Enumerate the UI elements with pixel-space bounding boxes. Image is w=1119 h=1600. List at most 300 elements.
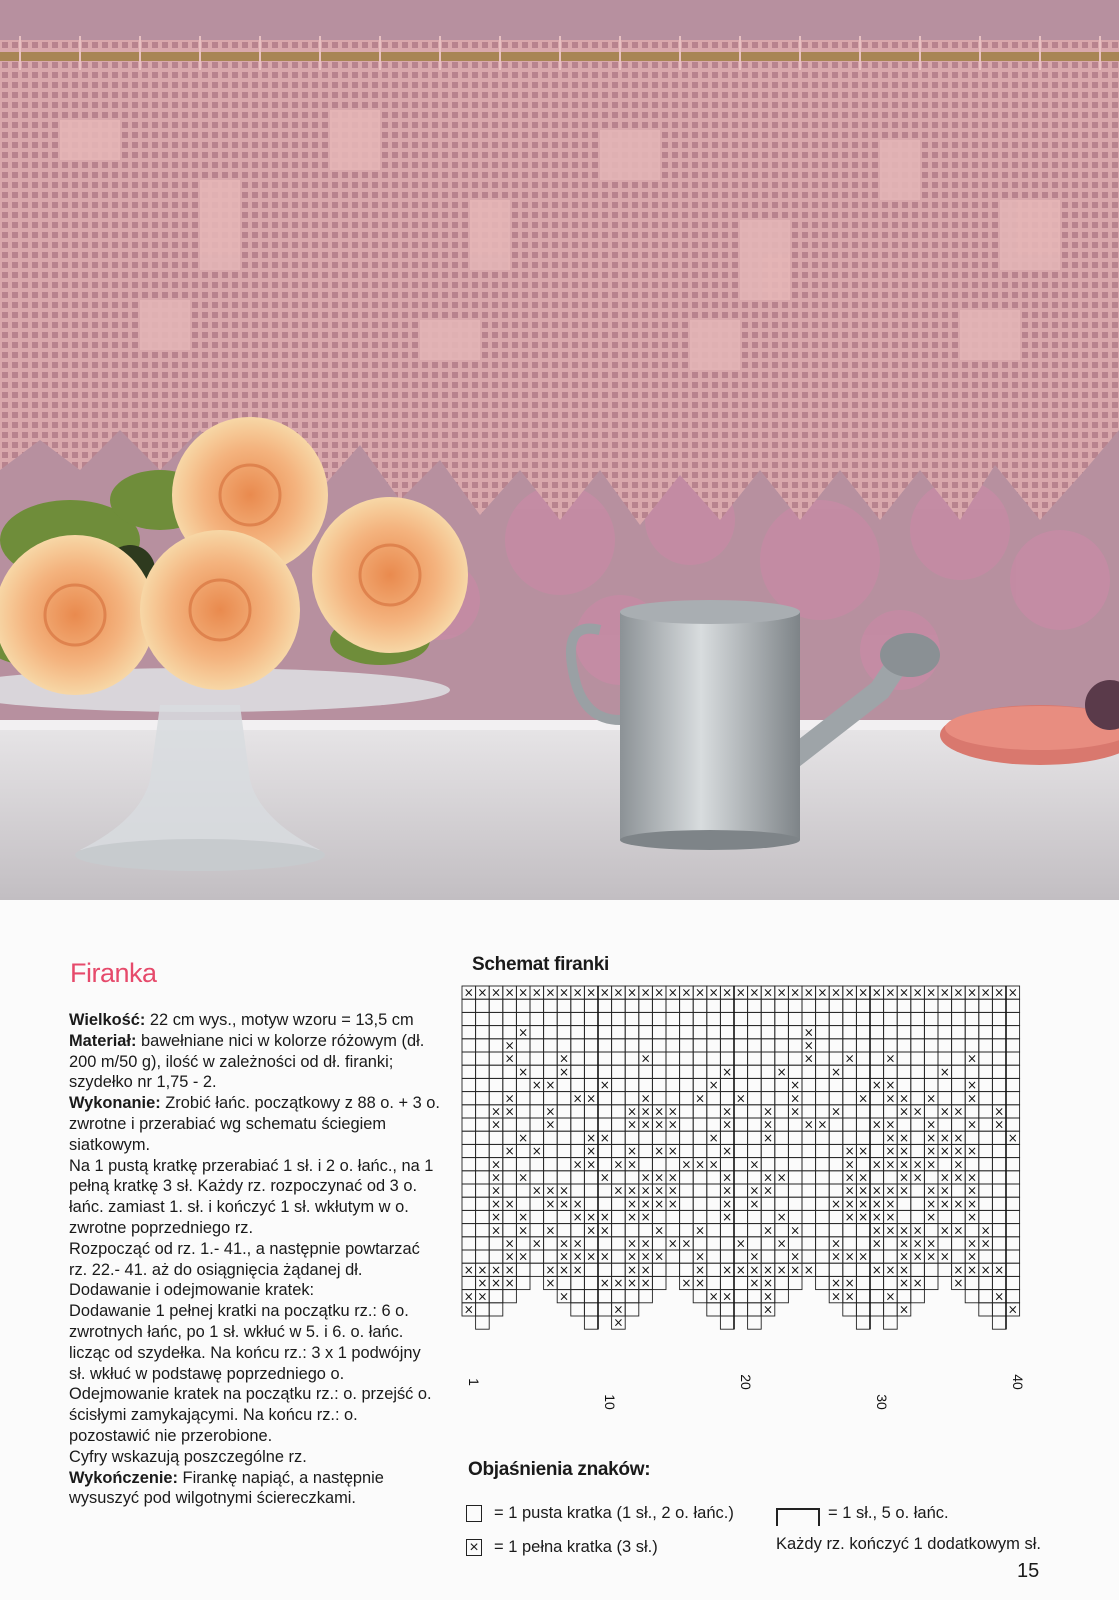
- chart-cell: [462, 1250, 476, 1263]
- chart-cell: [462, 1197, 476, 1210]
- full-square-icon: ×: [599, 985, 610, 1000]
- full-square-icon: ×: [939, 1223, 950, 1238]
- chart-cell: [557, 1105, 571, 1118]
- chart-cell: [584, 1105, 598, 1118]
- chart-cell: [476, 1224, 490, 1237]
- full-square-icon: ×: [586, 1091, 597, 1106]
- chart-cell: [992, 1316, 1006, 1329]
- chart-cell: [557, 1276, 571, 1289]
- full-square-icon: ×: [926, 1196, 937, 1211]
- chart-cell: [476, 1065, 490, 1078]
- chart-cell: [544, 1237, 558, 1250]
- chart-cell: [802, 1197, 816, 1210]
- full-square-icon: ×: [871, 1262, 882, 1277]
- full-square-icon: ×: [545, 1104, 556, 1119]
- chart-cell: [979, 1144, 993, 1157]
- chart-title: Schemat firanki: [472, 954, 609, 975]
- chart-cell: [829, 1131, 843, 1144]
- chart-cell: [965, 1026, 979, 1039]
- full-square-icon: ×: [871, 1236, 882, 1251]
- chart-cell: [503, 1012, 517, 1025]
- chart-cell: [598, 999, 612, 1012]
- chart-cell: [584, 1026, 598, 1039]
- chart-cell: [788, 1184, 802, 1197]
- chart-cell: [748, 1210, 762, 1223]
- chart-cell: [748, 1303, 762, 1316]
- chart-cell: [938, 1210, 952, 1223]
- chart-cell: [625, 1065, 639, 1078]
- chart-cell: [884, 1012, 898, 1025]
- chart-cell: [625, 1012, 639, 1025]
- chart-cell: [530, 1250, 544, 1263]
- chart-cell: [992, 1158, 1006, 1171]
- chart-cell: [639, 1290, 653, 1303]
- chart-cell: [952, 1210, 966, 1223]
- chart-cell: [924, 1276, 938, 1289]
- chart-cell: [462, 1131, 476, 1144]
- legend-empty: [466, 1504, 734, 1523]
- legend-empty-label: = 1 pusta kratka (1 sł., 2 o. łańc.): [494, 1504, 734, 1522]
- full-square-icon: ×: [504, 1249, 515, 1264]
- chart-cell: [639, 1078, 653, 1091]
- full-square-icon: ×: [898, 1223, 910, 1238]
- chart-cell: [897, 1039, 911, 1052]
- chart-cell: [775, 1197, 789, 1210]
- chart-cell: [924, 1065, 938, 1078]
- chart-cell: [612, 1131, 626, 1144]
- full-square-icon: ×: [722, 1144, 733, 1159]
- chart-cell: [775, 1078, 789, 1091]
- chart-cell: [503, 1131, 517, 1144]
- instruction-text: bawełniane nici w kolorze różowym (dł. 200 m/50 g), ilość w zależności od dł. firanki; szydełko nr 1,75 - 2.: [69, 1031, 425, 1092]
- chart-cell: [816, 1039, 830, 1052]
- chart-cell: [707, 999, 721, 1012]
- full-square-icon: ×: [694, 1091, 706, 1106]
- chart-cell: [734, 1290, 748, 1303]
- full-square-icon: ×: [980, 1223, 991, 1238]
- chart-cell: [489, 1303, 503, 1316]
- chart-cell: [584, 1065, 598, 1078]
- chart-cell: [897, 1197, 911, 1210]
- chart-cell: [571, 1078, 585, 1091]
- instruction-paragraph: [69, 1280, 441, 1301]
- chart-cell: [1006, 1250, 1020, 1263]
- chart-cell: [598, 1105, 612, 1118]
- chart-cell: [911, 1144, 925, 1157]
- full-square-icon: ×: [844, 1289, 855, 1304]
- chart-cell: [707, 1197, 721, 1210]
- instruction-label: Wielkość:: [69, 1011, 146, 1029]
- full-square-icon: ×: [531, 1144, 542, 1159]
- full-square-icon: ×: [871, 1078, 882, 1093]
- chart-cell: [992, 1012, 1006, 1025]
- instruction-paragraph: [69, 1384, 441, 1446]
- chart-cell: [516, 1105, 530, 1118]
- instruction-paragraph: [69, 1301, 441, 1384]
- chart-cell: [489, 1039, 503, 1052]
- chart-cell: [979, 1012, 993, 1025]
- instruction-paragraph: [69, 1156, 441, 1239]
- chart-cell: [748, 1144, 762, 1157]
- chart-cell: [924, 1224, 938, 1237]
- full-square-icon: ×: [790, 985, 801, 1000]
- full-square-icon: ×: [898, 1130, 910, 1145]
- full-square-icon: ×: [490, 1104, 502, 1119]
- chart-cell: [666, 1224, 680, 1237]
- chart-cell: [571, 1144, 585, 1157]
- chart-cell: [557, 1224, 571, 1237]
- full-square-icon: ×: [708, 985, 719, 1000]
- chart-cell: [816, 1210, 830, 1223]
- chart-cell: [625, 1290, 639, 1303]
- full-square-icon: ×: [830, 1249, 842, 1264]
- chart-cell: [503, 1171, 517, 1184]
- chart-cell: [775, 1184, 789, 1197]
- full-square-icon: ×: [762, 1130, 774, 1145]
- chart-cell: [897, 1118, 911, 1131]
- chart-cell: [802, 1078, 816, 1091]
- chart-cell: [503, 1065, 517, 1078]
- full-square-icon: ×: [885, 1144, 896, 1159]
- chart-cell: [598, 1303, 612, 1316]
- full-square-icon: ×: [681, 985, 692, 1000]
- full-square-icon: ×: [858, 1091, 869, 1106]
- full-square-icon: ×: [463, 1289, 474, 1304]
- chart-cell: [584, 1118, 598, 1131]
- chart-cell: [979, 1118, 993, 1131]
- chart-cell: [802, 1224, 816, 1237]
- chart-cell: [816, 1224, 830, 1237]
- chart-cell: [680, 1197, 694, 1210]
- chart-cell: [1006, 1039, 1020, 1052]
- chart-cell: [612, 1144, 626, 1157]
- full-square-icon: ×: [722, 1064, 733, 1079]
- chart-cell: [598, 1263, 612, 1276]
- chart-cell: [639, 1012, 653, 1025]
- chart-cell: [693, 1065, 707, 1078]
- chart-cell: [476, 1237, 490, 1250]
- full-square-icon: ×: [558, 1236, 570, 1251]
- chart-cell: [992, 1184, 1006, 1197]
- chart-cell: [680, 1012, 694, 1025]
- chart-cell: [598, 1052, 612, 1065]
- chart-cell: [734, 1197, 748, 1210]
- chart-cell: [530, 1039, 544, 1052]
- chart-cell: [829, 1171, 843, 1184]
- chart-cell: [816, 1171, 830, 1184]
- full-square-icon: ×: [626, 1210, 638, 1225]
- chart-cell: [856, 1224, 870, 1237]
- chart-cell: [612, 1052, 626, 1065]
- chart-cell: [584, 1171, 598, 1184]
- chart-cell: [748, 1078, 762, 1091]
- chart-cell: [707, 1065, 721, 1078]
- chart-cell: [748, 1039, 762, 1052]
- full-square-icon: ×: [640, 1236, 651, 1251]
- chart-cell: [816, 1012, 830, 1025]
- instructions-text: [69, 1010, 441, 1509]
- full-square-icon: ×: [586, 985, 597, 1000]
- full-square-icon: ×: [504, 1144, 515, 1159]
- full-square-icon: ×: [885, 1183, 896, 1198]
- chart-cell: [829, 1118, 843, 1131]
- full-square-icon: ×: [477, 1276, 488, 1291]
- chart-cell: [734, 1144, 748, 1157]
- full-square-icon: ×: [953, 1276, 964, 1291]
- chart-cell: [489, 1012, 503, 1025]
- chart-cell: [856, 1012, 870, 1025]
- chart-cell: [897, 999, 911, 1012]
- chart-cell: [489, 1144, 503, 1157]
- chart-cell: [1006, 1224, 1020, 1237]
- full-square-icon: ×: [844, 1170, 855, 1185]
- chart-cell: [584, 1184, 598, 1197]
- chart-cell: [911, 1118, 925, 1131]
- chart-cell: [911, 1210, 925, 1223]
- full-square-icon: ×: [477, 985, 488, 1000]
- full-square-icon: ×: [640, 1091, 651, 1106]
- full-square-icon: ×: [572, 1210, 583, 1225]
- chart-cell: [979, 1039, 993, 1052]
- full-square-icon: ×: [776, 1210, 787, 1225]
- chart-cell: [584, 1316, 598, 1329]
- full-square-icon: ×: [844, 1249, 855, 1264]
- chart-cell: [598, 1184, 612, 1197]
- full-square-icon: ×: [898, 1091, 910, 1106]
- full-square-icon: ×: [626, 1183, 638, 1198]
- chart-cell: [476, 1118, 490, 1131]
- chart-cell: [530, 1012, 544, 1025]
- instruction-text: 22 cm wys., motyw wzoru = 13,5 cm: [145, 1011, 414, 1029]
- full-square-icon: ×: [722, 985, 733, 1000]
- chart-cell: [870, 1303, 884, 1316]
- chart-cell: [462, 1039, 476, 1052]
- chart-cell: [856, 1158, 870, 1171]
- chart-cell: [938, 1158, 952, 1171]
- full-square-icon: ×: [545, 985, 556, 1000]
- chart-cell: [720, 1012, 734, 1025]
- full-square-icon: ×: [953, 1104, 964, 1119]
- chart-cell: [680, 1092, 694, 1105]
- full-square-icon: ×: [722, 1170, 733, 1185]
- instruction-text: Firankę napiąć, a następnie wysuszyć pod wilgotnymi ściereczkami.: [69, 1468, 384, 1508]
- chart-cell: [693, 1078, 707, 1091]
- chart-cell: [788, 1197, 802, 1210]
- instruction-text: Odejmowanie kratek na początku rz.: o. przejść o. ścisłymi zamykającymi. Na końcu rz.: o. pozostawić nie przerobione.: [69, 1385, 432, 1445]
- chart-cell: [911, 1012, 925, 1025]
- chart-cell: [476, 1303, 490, 1316]
- legend-full-label: = 1 pełna kratka (3 sł.): [494, 1538, 658, 1556]
- chart-cell: [693, 1144, 707, 1157]
- full-square-icon: ×: [490, 1183, 502, 1198]
- chart-cell: [897, 1210, 911, 1223]
- chart-cell: [884, 1303, 898, 1316]
- chart-cell: [748, 1171, 762, 1184]
- chart-cell: [734, 1171, 748, 1184]
- chart-cell: [612, 1210, 626, 1223]
- chart-cell: [707, 1052, 721, 1065]
- legend-full: [466, 1538, 658, 1557]
- full-square-icon: ×: [844, 1183, 855, 1198]
- chart-cell: [462, 1144, 476, 1157]
- chart-cell: [788, 1144, 802, 1157]
- chart-cell: [802, 1065, 816, 1078]
- crochet-chart: [458, 978, 1038, 1448]
- chart-cell: [489, 999, 503, 1012]
- chart-cell: [612, 1026, 626, 1039]
- chart-cell: [952, 1250, 966, 1263]
- full-square-icon: ×: [858, 1183, 869, 1198]
- chart-cell: [557, 1158, 571, 1171]
- full-square-icon: ×: [858, 1249, 869, 1264]
- full-square-icon: ×: [667, 1183, 678, 1198]
- chart-cell: [557, 999, 571, 1012]
- full-square-icon: ×: [640, 1117, 651, 1132]
- chart-cell: [571, 1052, 585, 1065]
- chart-cell: [680, 1184, 694, 1197]
- chart-cell: [979, 1184, 993, 1197]
- chart-cell: [571, 1065, 585, 1078]
- full-square-icon: ×: [518, 985, 529, 1000]
- full-square-icon: ×: [953, 1223, 964, 1238]
- chart-cell: [652, 1026, 666, 1039]
- chart-cell: [802, 1210, 816, 1223]
- chart-cell: [503, 1158, 517, 1171]
- chart-cell: [775, 1118, 789, 1131]
- chart-cell: [775, 1224, 789, 1237]
- bracket-icon: [776, 1508, 820, 1526]
- row-number-label: 20: [737, 1374, 754, 1390]
- chart-cell: [503, 999, 517, 1012]
- chart-cell: [856, 1052, 870, 1065]
- full-square-icon: ×: [667, 1236, 678, 1251]
- full-square-icon: ×: [626, 1249, 638, 1264]
- chart-cell: [680, 1026, 694, 1039]
- chart-cell: [870, 1250, 884, 1263]
- chart-cell: [884, 1026, 898, 1039]
- chart-cell: [748, 1290, 762, 1303]
- full-square-icon: ×: [694, 985, 706, 1000]
- chart-cell: [639, 1158, 653, 1171]
- full-square-icon: ×: [939, 1196, 950, 1211]
- chart-cell: [680, 999, 694, 1012]
- full-square-icon: ×: [926, 1249, 937, 1264]
- full-square-icon: ×: [898, 985, 910, 1000]
- full-square-icon: ×: [749, 1183, 760, 1198]
- full-square-icon: ×: [504, 1051, 515, 1066]
- chart-cell: [625, 1092, 639, 1105]
- full-square-icon: ×: [898, 1157, 910, 1172]
- chart-cell: [992, 1078, 1006, 1091]
- chart-cell: [979, 1131, 993, 1144]
- chart-cell: [476, 1144, 490, 1157]
- chart-cell: [734, 1303, 748, 1316]
- full-square-icon: ×: [926, 1183, 937, 1198]
- full-square-icon: ×: [518, 1130, 529, 1145]
- chart-cell: [979, 1105, 993, 1118]
- full-square-icon: ×: [640, 1210, 651, 1225]
- chart-cell: [748, 1026, 762, 1039]
- chart-cell: [884, 1171, 898, 1184]
- full-square-icon: ×: [762, 1276, 774, 1291]
- full-square-icon: ×: [694, 1262, 706, 1277]
- chart-cell: [952, 1065, 966, 1078]
- chart-cell: [816, 1052, 830, 1065]
- chart-cell: [965, 1131, 979, 1144]
- chart-cell: [584, 1078, 598, 1091]
- instruction-label: Materiał:: [69, 1031, 137, 1050]
- chart-cell: [870, 1012, 884, 1025]
- full-square-icon: ×: [790, 1104, 801, 1119]
- chart-cell: [666, 999, 680, 1012]
- chart-cell: [775, 1131, 789, 1144]
- chart-cell: [544, 1158, 558, 1171]
- chart-cell: [571, 1131, 585, 1144]
- full-square-icon: ×: [966, 1078, 978, 1093]
- chart-cell: [612, 1263, 626, 1276]
- full-square-icon: ×: [708, 1078, 719, 1093]
- chart-cell: [734, 1026, 748, 1039]
- chart-cell: [516, 1276, 530, 1289]
- chart-cell: [856, 1316, 870, 1329]
- chart-cell: [802, 1184, 816, 1197]
- chart-cell: [856, 1078, 870, 1091]
- chart-cell: [598, 1012, 612, 1025]
- full-square-icon: ×: [898, 1183, 910, 1198]
- full-square-icon: ×: [803, 1025, 814, 1040]
- instruction-text: Dodawanie i odejmowanie kratek:: [69, 1281, 315, 1300]
- chart-cell: [870, 1276, 884, 1289]
- chart-cell: [571, 999, 585, 1012]
- chart-cell: [761, 1052, 775, 1065]
- chart-cell: [829, 1224, 843, 1237]
- instruction-text: Dodawanie 1 pełnej kratki na początku rz.: 6 o. zwrotnych łańc, po 1 sł. wkłuć w 5. i 6. o. łańc. licząc od szydełka. Na końcu rz.: 3 x 1 podwójny sł. wkłuć w podstawę poprzedniego o.: [69, 1302, 421, 1383]
- chart-cell: [598, 1039, 612, 1052]
- full-square-icon: ×: [545, 1196, 556, 1211]
- chart-cell: [598, 1026, 612, 1039]
- chart-cell: [1006, 1065, 1020, 1078]
- instruction-paragraph: [69, 1031, 441, 1093]
- full-square-icon: ×: [626, 1144, 638, 1159]
- row-ending-note: Każdy rz. kończyć 1 dodatkowym sł.: [776, 1535, 1042, 1553]
- chart-cell: [788, 1276, 802, 1289]
- chart-cell: [748, 1224, 762, 1237]
- full-square-icon: ×: [980, 1236, 991, 1251]
- full-square-icon: ×: [858, 1144, 869, 1159]
- chart-cell: [761, 1065, 775, 1078]
- chart-cell: [544, 999, 558, 1012]
- chart-cell: [992, 1250, 1006, 1263]
- chart-cell: [666, 1065, 680, 1078]
- chart-cell: [584, 1052, 598, 1065]
- chart-cell: [870, 1105, 884, 1118]
- chart-cell: [666, 1012, 680, 1025]
- chart-cell: [612, 1078, 626, 1091]
- chart-cell: [952, 1039, 966, 1052]
- full-square-icon: ×: [749, 1249, 760, 1264]
- chart-cell: [584, 1263, 598, 1276]
- chart-cell: [897, 1052, 911, 1065]
- chart-cell: [979, 1171, 993, 1184]
- full-square-icon: ×: [667, 1170, 678, 1185]
- chart-cell: [476, 1197, 490, 1210]
- chart-cell: [544, 1092, 558, 1105]
- chart-cell: [870, 1052, 884, 1065]
- chart-cell: [625, 1224, 639, 1237]
- chart-cell: [761, 1210, 775, 1223]
- chart-cell: [489, 1092, 503, 1105]
- chart-cell: [911, 1065, 925, 1078]
